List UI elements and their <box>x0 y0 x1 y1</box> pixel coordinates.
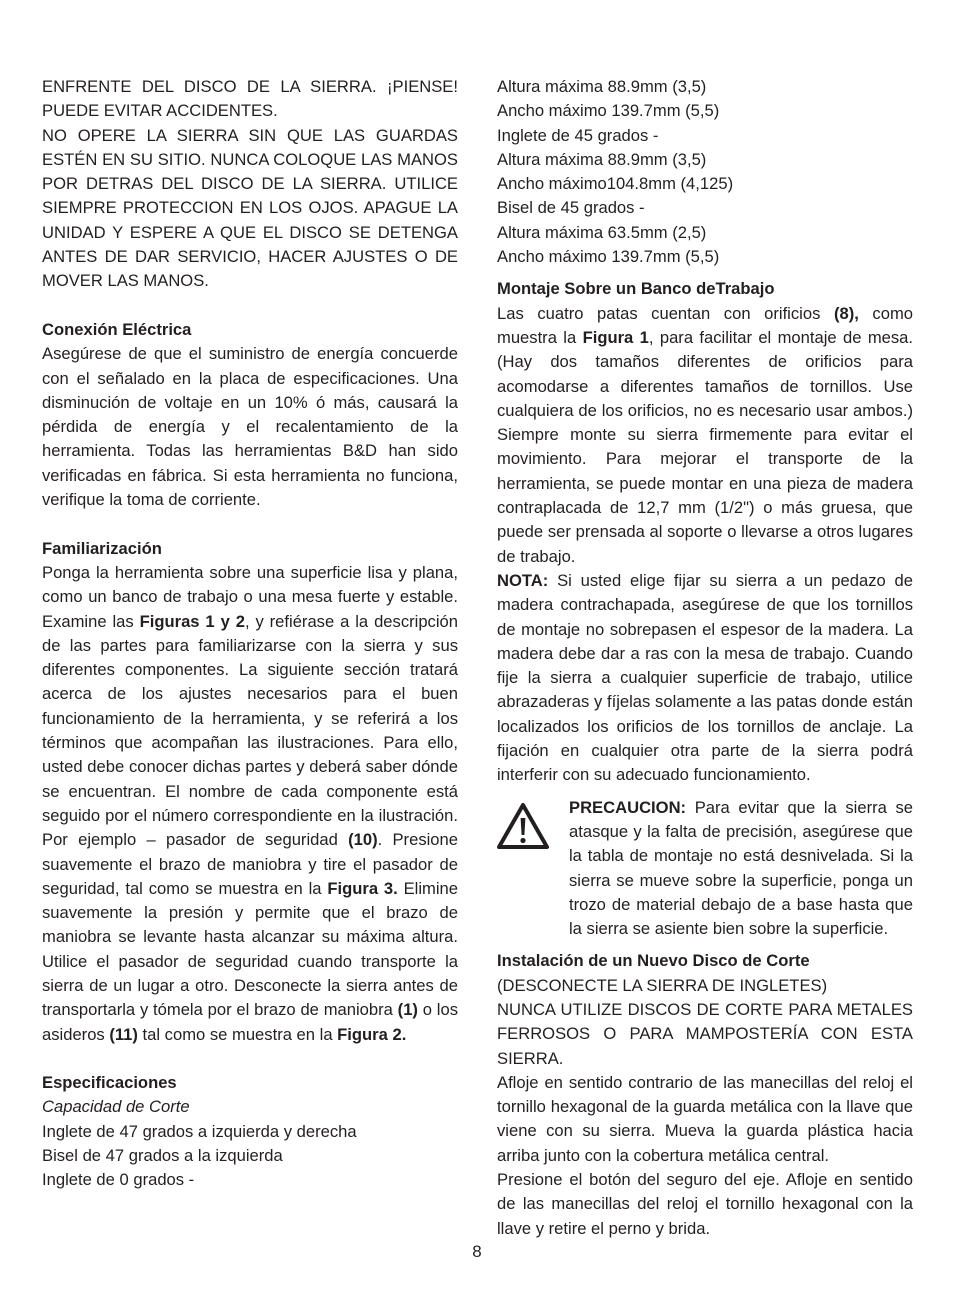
caution-block <box>497 796 913 942</box>
spec-line: Bisel de 47 grados a la izquierda <box>42 1146 283 1166</box>
familiarization-body: Ponga la herramienta sobre una superficie lisa y plana, como un banco de trabajo o una mesa fuerte y estable. Examine las Figuras 1 y 2, y refiérase a la descripción de las partes para familiarizarse con la sierra y sus diferentes componentes. La siguiente sección tratará acerca de los ajustes necesarios para el buen funcionamiento de la herramienta, y se referirá a los términos que acompañan las ilustraciones. Para ello, usted debe conocer dichas partes y deberá saber dónde se encuentran. El nombre de cada componente está seguido por el número correspondiente en la ilustración. Por ejemplo – pasador de seguridad (10). Presione suavemente el brazo de maniobra y tire el pasador de seguridad, tal como se muestra en la Figura 3. Elimine suavemente la presión y permite que el brazo de maniobra se levante hasta alcanzar su máxima altura. Utilice el pasador de seguridad cuando transporte la sierra de un lugar a otro. Desconecte la sierra antes de transportarla y tómela por el brazo de maniobra (1) o los asideros (11) tal como se muestra en la Figura 2. <box>42 562 459 1044</box>
specs-heading: Especificaciones <box>42 1073 177 1093</box>
install-blade-caps: NUNCA UTILIZE DISCOS DE CORTE PARA METALES <box>497 999 913 1019</box>
intro-warning-line: POR DETRAS DEL DISCO DE LA SIERRA. UTILICE <box>42 174 458 194</box>
install-blade-line: (DESCONECTE LA SIERRA DE INGLETES) <box>497 975 828 995</box>
intro-warning-line: SIEMPRE PROTECCION EN LOS OJOS. APAGUE LA <box>42 198 458 218</box>
install-blade-step: Afloje en sentido contrario de las manecillas del reloj el tornillo hexagonal de la guarda metálica con la llave que viene con su sierra. Mueva la guarda plástica hacia arriba junto con la cobertura metálica central. <box>497 1072 913 1165</box>
spec-line: Altura máxima 88.9mm (3,5) <box>497 149 707 169</box>
intro-warning-line: ENFRENTE DEL DISCO DE LA SIERRA. ¡PIENSE! <box>42 77 458 96</box>
left-column <box>42 75 458 1193</box>
intro-warning-line: UNIDAD Y ESPERE A QUE EL DISCO SE DETENGA <box>42 222 458 242</box>
bench-mount-heading: Montaje Sobre un Banco deTrabajo <box>497 279 775 299</box>
spec-line: Inglete de 0 grados - <box>42 1170 195 1190</box>
electrical-body: Asegúrese de que el suministro de energía concuerde con el señalado en la placa de especificaciones. Una disminución de voltaje en un 10% ó más, causará la pérdida de energía y el recalentamiento de la herramienta. Todas las herramientas B&D han sido verificadas en fábrica. Si esta herramienta no funciona, verifique la toma de corriente. <box>42 344 458 510</box>
right-column <box>497 75 913 1241</box>
bench-mount-note: NOTA: Si usted elige fijar su sierra a un pedazo de madera contrachapada, asegúrese de que los tornillos de montaje no sobrepasen el espesor de la madera. La madera debe dar a ras con la mesa de trabajo. Cuando fije la sierra a cualquier superficie de trabajo, utilice abrazaderas y fíjelas solamente a las patas donde están localizados los orificios de los tornillos de anclaje. La fijación en cualquier otra parte de la sierra podrá interferir con su adecuado funcionamiento. <box>497 570 913 785</box>
spec-line: Inglete de 47 grados a izquierda y derecha <box>42 1121 357 1141</box>
intro-warning-line: PUEDE EVITAR ACCIDENTES. <box>42 101 278 121</box>
familiarization-heading: Familiarización <box>42 538 162 558</box>
specs-subheading: Capacidad de Corte <box>42 1097 190 1117</box>
warning-triangle-icon <box>497 802 549 850</box>
spec-line: Altura máxima 63.5mm (2,5) <box>497 222 707 242</box>
intro-warning-line: ESTÉN EN SU SITIO. NUNCA COLOQUE LAS MANOS <box>42 149 458 169</box>
caution-text: PRECAUCION: Para evitar que la sierra se atasque y la falta de precisión, asegúrese que la tabla de montaje no está desnivelada. Si la sierra se mueve sobre la superficie, ponga un trozo de material debajo de a base hasta que la sierra se asiente bien sobre la superficie. <box>569 797 913 939</box>
intro-warning-line: NO OPERE LA SIERRA SIN QUE LAS GUARDAS <box>42 125 458 145</box>
intro-warning-line: MOVER LAS MANOS. <box>42 271 209 291</box>
spec-line: Ancho máximo104.8mm (4,125) <box>497 174 734 194</box>
spec-line: Altura máxima 88.9mm (3,5) <box>497 77 707 96</box>
install-blade-step: Presione el botón del seguro del eje. Afloje en sentido de las manecillas del reloj el tornillo hexagonal con la llave y retire el perno y brida. <box>497 1170 913 1238</box>
spec-line: Ancho máximo 139.7mm (5,5) <box>497 247 720 267</box>
install-blade-heading: Instalación de un Nuevo Disco de Corte <box>497 951 810 971</box>
electrical-heading: Conexión Eléctrica <box>42 319 192 339</box>
install-blade-caps: FERROSOS O PARA MAMPOSTERÍA CON ESTA <box>497 1024 913 1044</box>
install-blade-caps: SIERRA. <box>497 1048 564 1068</box>
intro-warning-line: ANTES DE DAR SERVICIO, HACER AJUSTES O DE <box>42 247 458 267</box>
spec-line: Inglete de 45 grados - <box>497 125 659 145</box>
bench-mount-body: Las cuatro patas cuentan con orificios (8), como muestra la Figura 1, para facilitar el montaje de mesa. (Hay dos tamaños diferentes de orificios para acomodarse a diferentes tamaños de tornillos. Use cualquiera de los orificios, no es necesario usar ambos.) Siempre monte su sierra firmemente para evitar el movimiento. Para mejorar el transporte de la herramienta, se puede montar en una pieza de madera contraplacada de 12,7 mm (1/2") o más gruesa, que puede ser prensada al soporte o llevarse a otros lugares de trabajo. <box>497 303 914 566</box>
page-number: 8 <box>472 1242 482 1261</box>
spec-line: Bisel de 45 grados - <box>497 198 645 218</box>
spec-line: Ancho máximo 139.7mm (5,5) <box>497 101 720 121</box>
